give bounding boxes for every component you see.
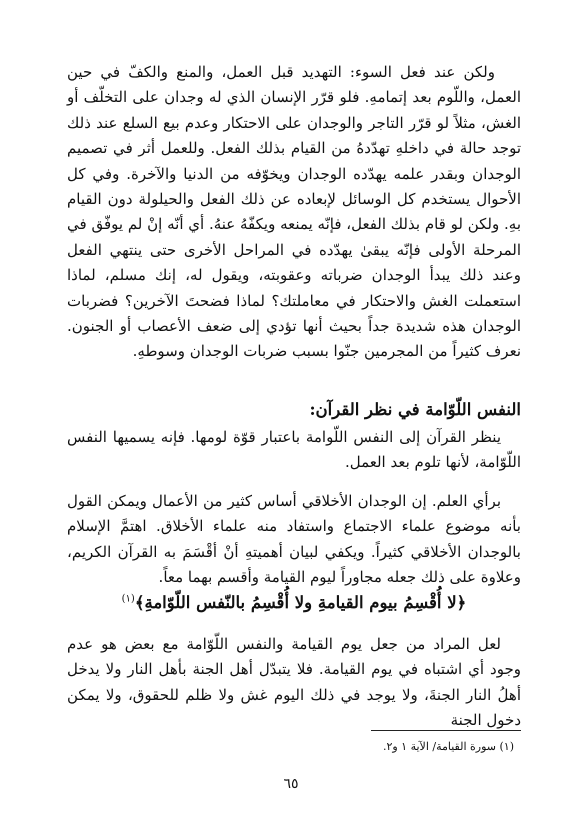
body-paragraph <box>67 632 521 734</box>
footnote-marker: (١) <box>121 593 135 605</box>
paragraph-text: ولكن عند فعل السوء: التهديد قبل العمل، والمنع والكفّ في حين العمل، واللّوم بعد إتمامهِ. فلو قرّر الإنسان الذي له وجدان على التخلّف أو الغش، مثلاً لو قرّر التاجر والوجدان على الاحتكار وعدم بيع السلع عند ذلك توجد حالة في داخلهِ تهدّدهُ من القيام بذلك الفعل. وللعمل أثر في تصميم الوجدان وبقدر علمه يهدّده الوجدان ويخوّفه من الدنيا والآخرة. وفي كل الأحوال يستخدم كل الوسائل لإبعاده عن ذلك الفعل والحيلولة دون القيام بهِ. ولكن لو قام بذلك الفعل، فإنّه يمنعه ويكفّهُ عنهُ. أي أنّه إنْ لم يوفّق في المرحلة الأولى فإنّه يبقىٰ يهدّده في المراحل الأخرى حتى ينتهي الفعل وعند ذلك يبدأ الوجدان ضرباته وعقوبته، ويقول له، إنك مسلم، لماذا استعملت الغش والاحتكار في معاملتك؟ لماذا فضحتَ الآخرين؟ فضربات الوجدان هذه شديدة جداً بحيث أنها تؤدي إلى ضعف الأعصاب أو الجنون. نعرف كثيراً من المجرمين جنّوا بسبب ضربات الوجدان وسوطهِ. <box>67 63 521 361</box>
page-number: ٦٥ <box>283 776 299 792</box>
footnote: (١) سورة القيامة/ الآية ١ و٢. <box>382 740 514 753</box>
section-heading: النفس اللّوّامة في نظر القرآن: <box>309 400 521 419</box>
paragraph-text: ينظر القرآن إلى النفس اللّوامة باعتبار قوّة لومها. فإنه يسميها النفس اللّوّامة، لأنها تلوم بعد العمل. <box>67 428 521 472</box>
body-paragraph <box>67 60 521 365</box>
paragraph-text: برأي العلم. إن الوجدان الأخلاقي أساس كثير من الأعمال ويمكن القول بأنه موضوع علماء الاجتماع واستفاد منه علماء الأخلاق. اهتمَّ الإسلام بالوجدان الأخلاقي كثيراً. ويكفي لبيان أهميتهِ أنْ أقْسَمَ به القرآن الكريم، وعلاوة على ذلك جعله مجاوراً ليوم القيامة وأقسم بهما معاً. <box>67 492 521 587</box>
paragraph-text: لعل المراد من جعل يوم القيامة والنفس اللّوّامة مع بعض هو عدم وجود أي اشتباه في يوم القيامة. فلا يتبدّل أهل الجنة بأهل النار ولا يدخل أهلُ النار الجنةَ، ولا يوجد في ذلك اليوم غش ولا ظلم للحقوق، ولا يمكن دخول الجنة <box>67 635 521 730</box>
body-paragraph <box>67 489 521 591</box>
body-paragraph <box>67 425 521 476</box>
quran-verse <box>67 590 521 616</box>
verse-text: ﴿لا أُقْسِمُ بيوم القيامةِ ولا أُقْسِمُ بالنّفس اللّوّامةِ﴾ <box>134 593 467 612</box>
footnote-divider <box>371 730 521 731</box>
